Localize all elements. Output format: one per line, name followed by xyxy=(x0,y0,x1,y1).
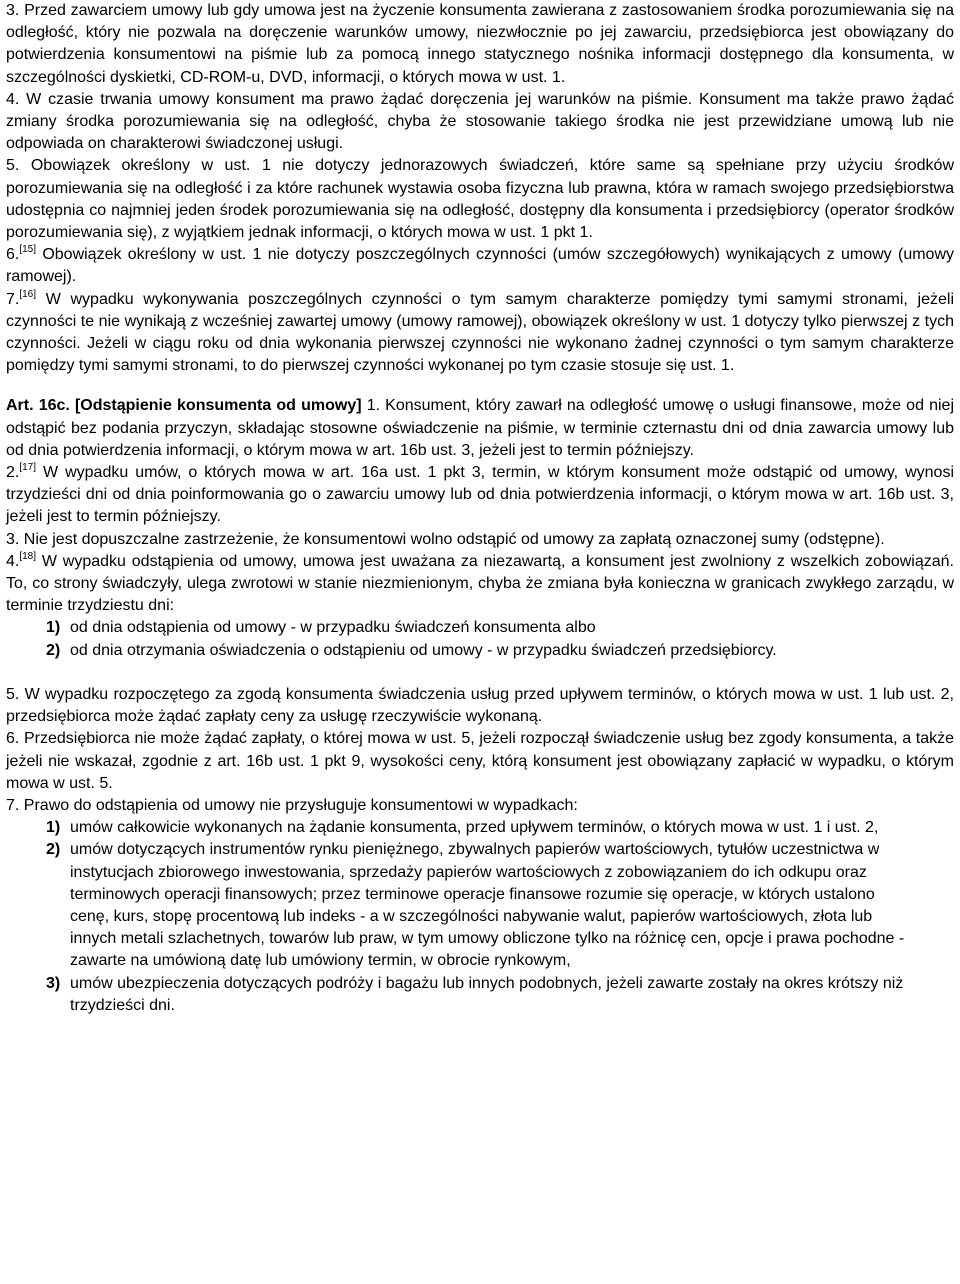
list-item-text: umów dotyczących instrumentów rynku pieniężnego, zbywalnych papierów wartościowych, tytułów uczestnictwa w instytucjach zbiorowego inwestowania, sprzedaży papierów wartościowych z zobowiązaniem do ich odkupu oraz terminowych operacji finansowych; przez terminowe operacje finansowe rozumie się operacje, w których ustalono cenę, kurs, stopę procentową lub indeks - a w szczególności nabywanie walut, papierów wartościowych, złota lub innych metali szlachetnych, towarów lub praw, w tym umowy obliczone tylko na różnicę cen, opcje i prawa pochodne - zawarte na umówioną datę lub umówiony termin, w obrocie rynkowym, xyxy=(70,841,905,970)
list-item-text: umów ubezpieczenia dotyczących podróży i bagażu lub innych podobnych, jeżeli zawarte zostały na okres krótszy niż trzydzieści dni. xyxy=(70,974,904,1014)
paragraph-7 xyxy=(6,289,954,378)
spacer xyxy=(6,662,954,684)
list-item-text: od dnia odstąpienia od umowy - w przypadku świadczeń konsumenta albo xyxy=(70,619,596,637)
article-paragraph-7: 7. Prawo do odstąpienia od umowy nie przysługuje konsumentowi w wypadkach: xyxy=(6,796,578,814)
list-item-number: 2) xyxy=(46,641,61,659)
list-item xyxy=(6,617,954,639)
list-item xyxy=(6,973,954,1017)
list-item-number: 2) xyxy=(46,841,61,859)
paragraph-4: 4. W czasie trwania umowy konsument ma prawo żądać doręczenia jej warunków na piśmie. Konsument ma także prawo żądać zmiany środka porozumiewania się na odległość, chyba że stosowanie takiego środka nie jest przewidziane umową lub nie odpowiada on charakterowi świadczonej usługi. xyxy=(6,90,954,153)
spacer xyxy=(6,377,954,395)
article-heading: Art. 16c. [Odstąpienie konsumenta od umowy] xyxy=(6,397,362,415)
paragraph-6 xyxy=(6,244,954,288)
article-paragraph-4 xyxy=(6,551,954,618)
article-paragraph-1: 1. Konsument, który zawarł na odległość umowę o usługi finansowe, może od niej odstąpić bez podania przyczyn, składając stosowne oświadczenie na piśmie, w terminie czternastu dni od dnia zawarcia umowy lub od dnia potwierdzenia informacji, o którym mowa w art. 16b ust. 3, jeżeli jest to termin późniejszy. xyxy=(6,397,955,459)
footnote-ref-16[interactable]: [16] xyxy=(19,288,37,300)
paragraph-6-number: 6. xyxy=(6,246,20,264)
list-item-number: 3) xyxy=(46,974,61,992)
list-item xyxy=(6,640,954,662)
footnote-ref-17[interactable]: [17] xyxy=(19,462,37,474)
list-item xyxy=(6,839,954,972)
footnote-ref-15[interactable]: [15] xyxy=(19,244,37,256)
article-paragraph-3: 3. Nie jest dopuszczalne zastrzeżenie, że konsumentowi wolno odstąpić od umowy za zapłatą oznaczonej sumy (odstępne). xyxy=(6,530,885,548)
article-paragraph-4-text: W wypadku odstąpienia od umowy, umowa jest uważana za niezawartą, a konsument jest zwolniony z wszelkich zobowiązań. To, co strony świadczyły, ulega zwrotowi w stanie niezmienionym, chyba że zmiana była konieczna w granicach zwykłego zarządu, w terminie trzydziestu dni: xyxy=(6,552,954,615)
paragraph-3: 3. Przed zawarciem umowy lub gdy umowa jest na życzenie konsumenta zawierana z zastosowaniem środka porozumiewania się na odległość, który nie pozwala na doręczenie warunków umowy, niezwłocznie po jej zawarciu, przedsiębiorca jest obowiązany do potwierdzenia konsumentowi na piśmie lub za pomocą innego statycznego nośnika informacji dostępnego dla konsumenta, w szczególności dyskietki, CD-ROM-u, DVD, informacji, o których mowa w ust. 1. xyxy=(6,2,954,86)
list-item-text: od dnia otrzymania oświadczenia o odstąpieniu od umowy - w przypadku świadczeń przedsiębiorcy. xyxy=(70,641,777,659)
article-paragraph-2-number: 2. xyxy=(6,464,20,482)
paragraph-5: 5. Obowiązek określony w ust. 1 nie dotyczy jednorazowych świadczeń, które same są spełniane przy użyciu środków porozumiewania się na odległość i za które rachunek wystawia osoba fizyczna lub prawna, która w ramach swojego przedsiębiorstwa udostępnia co najmniej jeden środek porozumiewania się na odległość, dostępny dla konsumenta i przedsiębiorcy (operator środków porozumiewania się), z wyjątkiem jednak informacji, o których mowa w ust. 1 pkt 1. xyxy=(6,157,954,242)
list-item xyxy=(6,817,954,839)
paragraph-7-number: 7. xyxy=(6,290,20,308)
article-paragraph-6: 6. Przedsiębiorca nie może żądać zapłaty, o której mowa w ust. 5, jeżeli rozpoczął świadczenie usług bez zgody konsumenta, a także jeżeli nie wskazał, zgodnie z art. 16b ust. 1 pkt 9, wysokości ceny, którą konsument jest obowiązany zapłacić w wypadku, o którym mowa w ust. 5. xyxy=(6,730,954,792)
article-paragraph-2 xyxy=(6,462,954,529)
list-item-text: umów całkowicie wykonanych na żądanie konsumenta, przed upływem terminów, o których mowa w ust. 1 i ust. 2, xyxy=(70,819,879,837)
article-paragraph-2-text: W wypadku umów, o których mowa w art. 16a ust. 1 pkt 3, termin, w którym konsument może odstąpić od umowy, wynosi trzydzieści dni od dnia poinformowania go o zawarciu umowy lub od dnia potwierdzenia informacji, o którym mowa w art. 16b ust. 3, jeżeli jest to termin późniejszy. xyxy=(6,464,954,526)
article-16c xyxy=(6,395,954,462)
list-item-number: 1) xyxy=(46,819,61,837)
paragraph-6-text: Obowiązek określony w ust. 1 nie dotyczy poszczególnych czynności (umów szczegółowych) wynikających z umowy (umowy ramowej). xyxy=(6,246,954,286)
paragraph-7-text: W wypadku wykonywania poszczególnych czynności o tym samym charakterze pomiędzy tymi samymi stronami, jeżeli czynności te nie wynikają z wcześniej zawartej umowy (umowy ramowej), obowiązek określony w ust. 1 dotyczy tylko pierwszej z tych czynności. Jeżeli w ciągu roku od dnia wykonania pierwszej czynności nie wykonano żadnej czynności o tym samym charakterze pomiędzy tymi samymi stronami, to do pierwszej czynności wykonanej po tym czasie stosuje się ust. 1. xyxy=(6,290,954,375)
list-item-number: 1) xyxy=(46,619,61,637)
article-paragraph-5: 5. W wypadku rozpoczętego za zgodą konsumenta świadczenia usług przed upływem terminów, o których mowa w ust. 1 lub ust. 2, przedsiębiorca może żądać zapłaty ceny za usługę rzeczywiście wykonaną. xyxy=(6,685,954,726)
article-paragraph-4-number: 4. xyxy=(6,552,20,570)
footnote-ref-18[interactable]: [18] xyxy=(19,550,37,562)
